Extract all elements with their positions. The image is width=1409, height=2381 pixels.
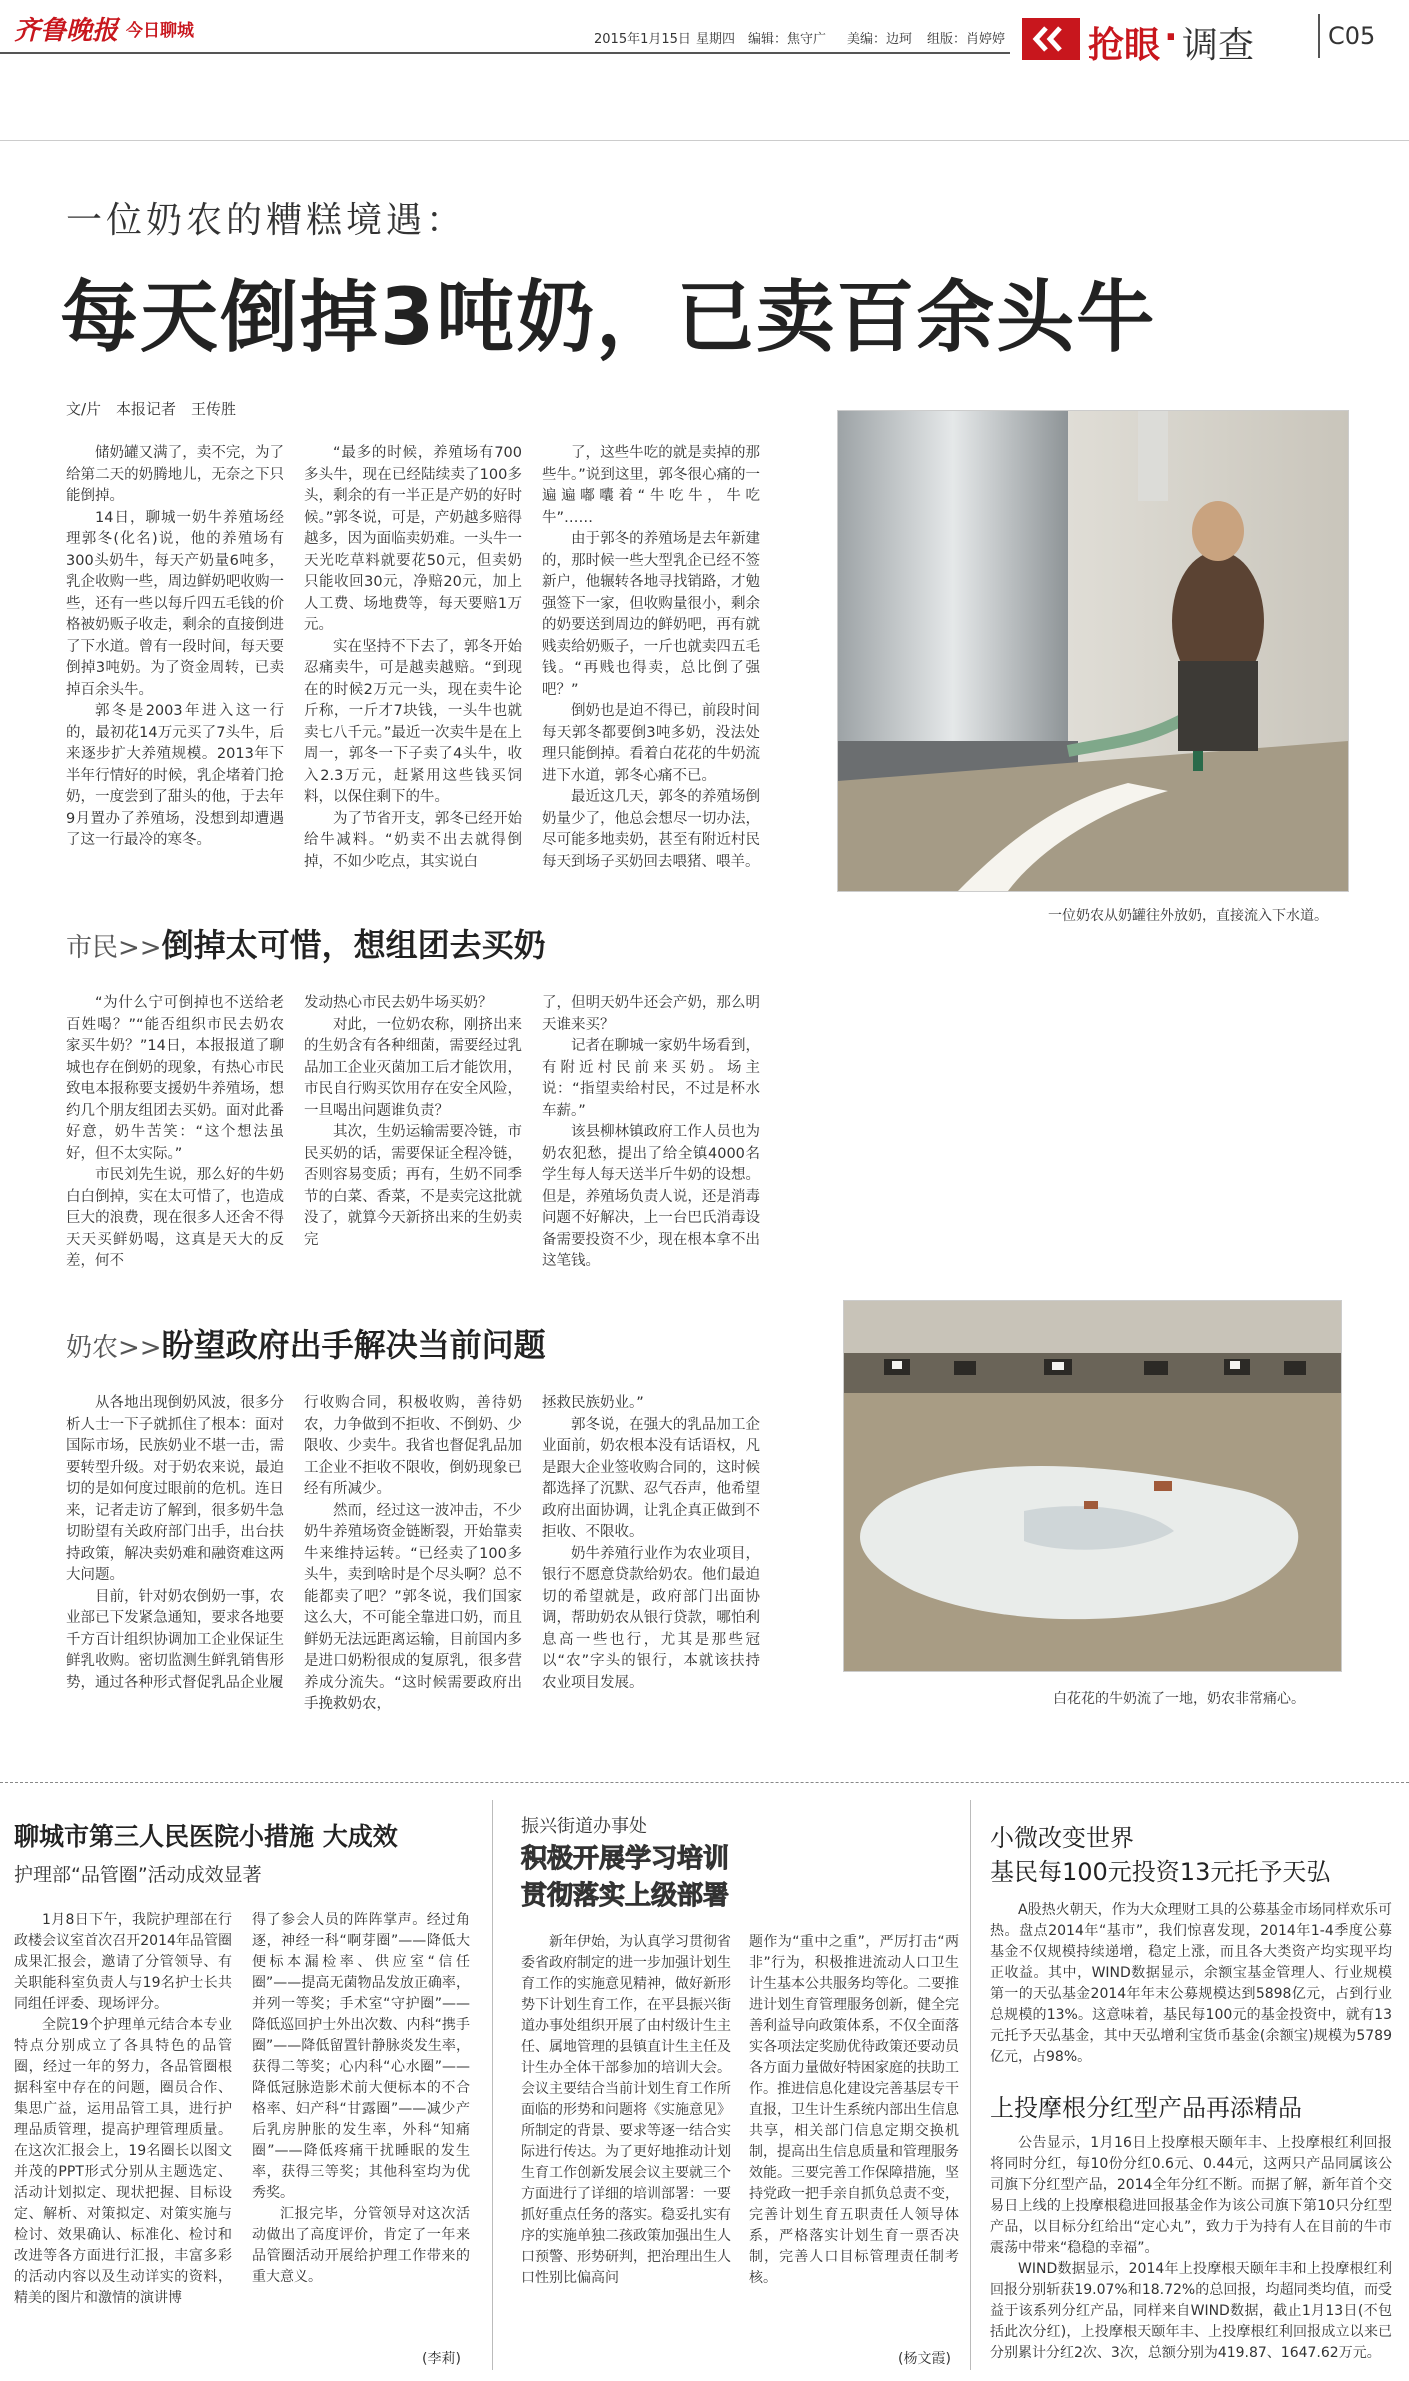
masthead-rule bbox=[0, 52, 1010, 54]
photo-milk-tank bbox=[837, 410, 1349, 892]
paragraph: 然而，经过这一波冲击，不少奶牛养殖场资金链断裂，开始靠卖牛来维持运转。“已经卖了100多头牛，卖到啥时是个尽头啊？总不能都卖了吧？”郭冬说，我们国家这么大，不可能全靠进口奶，而且鲜奶无法远距离运输，目前国内多是进口奶粉很成的复原乳，很多营养成分流失。“这时候需要政府出手挽救奶农， bbox=[304, 1502, 522, 1712]
proofreader-credit: 组版：肖婷婷 bbox=[927, 32, 1006, 47]
lead-kicker: 一位奶农的糟糕境遇： bbox=[66, 200, 467, 241]
paragraph: 全院19个护理单元结合本专业特点分别成立了各具特色的品管圈，经过一年的努力，各品管圈根据科室中存在的问题，圈员合作、集思广益，运用品管工具，进行护理品质管理，提高护理管理质量。在这次汇报会上，19名圈长以图文并茂的PPT形式分别从主题选定、活动计划拟定、现状把握、目标设定、解析、对策拟定、对策实施与检讨、效果确认、标准化、检讨和改进等各方面进行汇报，丰富多彩的活动内容以及生动详实的资料，精美的图片和激情的演讲博 bbox=[14, 2017, 232, 2306]
bonus-body bbox=[990, 2133, 1392, 2364]
paragraph: A股热火朝天，作为大众理财工具的公募基金市场同样欢乐可热。盘点2014年“基市”，我们惊喜发现，2014年1-4季度公募基金不仅规模持续递增，稳定上涨，而且各大类资产均实现平均正收益。其中，WIND数据显示，余额宝基金管理人、行业规模第一的天弘基金2014年年末公募规模达到5898亿元，占到行业总规模的13%。这意味着，基民每100元的基金投资中，就有13元托予天弘基金，其中天弘增利宝货币基金(余额宝)规模为5789亿元，占98%。 bbox=[990, 1902, 1392, 2065]
paragraph: 从各地出现倒奶风波，很多分析人士一下子就抓住了根本：面对国际市场，民族奶业不堪一击，需要转型升级。对于奶农来说，最迫切的是如何度过眼前的危机。连日来，记者走访了解到，很多奶牛急切盼望有关政府部门出手，出台扶持政策，解决卖奶难和融资难这两大问题。 bbox=[66, 1395, 284, 1583]
designer-credit: 美编：边珂 bbox=[847, 32, 913, 47]
paragraph: 发动热心市民去奶牛场买奶？ bbox=[304, 995, 493, 1011]
citizens-col-1 bbox=[66, 993, 284, 1273]
section-chevron-icon bbox=[1022, 18, 1080, 60]
paragraph: 该县柳林镇政府工作人员也为奶农犯愁，提出了给全镇4000名学生每人每天送半斤牛奶的设想。但是，养殖场负责人说，还是消毒问题不好解决，上一台巴氏消毒设备需要投资不少，现在根本拿不出这笔钱。 bbox=[542, 1124, 760, 1269]
issue-weekday: 星期四 bbox=[696, 32, 736, 47]
paragraph: 最近这几天，郭冬的养殖场倒奶量少了，他总会想尽一切办法，尽可能多地卖奶，甚至有附近村民每天到场子买奶回去喂猪、喂羊。 bbox=[542, 789, 760, 870]
paragraph: 其次，生奶运输需要冷链，市民买奶的话，需要保证全程冷链，否则容易变质；再有，生奶不同季节的白菜、香菜，不是卖完这批就没了，就算今天新挤出来的生奶卖完 bbox=[304, 1124, 522, 1248]
section-citizens-tag: 市民>> bbox=[66, 933, 162, 963]
paragraph: 行收购合同，积极收购，善待奶农，力争做到不拒收、不倒奶、少限收、少卖牛。我省也督促乳品加工企业不拒收不限收，倒奶现象已经有所减少。 bbox=[304, 1395, 522, 1497]
paragraph: 倒奶也是迫不得已，前段时间每天郭冬都要倒3吨多奶，没法处理只能倒掉。看着白花花的牛奶流进下水道，郭冬心痛不已。 bbox=[542, 703, 760, 784]
fund-body bbox=[990, 1900, 1392, 2068]
photo-spilled-milk bbox=[843, 1300, 1342, 1672]
paper-name: 齐鲁晚报 bbox=[14, 16, 119, 46]
paragraph: 奶牛养殖行业作为农业项目，银行不愿意贷款给奶农。他们最迫切的希望就是，政府部门出面协调，帮助奶农从银行贷款，哪怕利息高一些也行，尤其是那些冠以“农”字头的银行，本就该扶持农业项目发展。 bbox=[542, 1545, 760, 1691]
paragraph: 了，这些牛吃的就是卖掉的那些牛。”说到这里，郭冬很心痛的一遍遍嘟囔着“牛吃牛，牛吃牛”…… bbox=[542, 445, 760, 526]
paragraph: 市民刘先生说，那么好的牛奶白白倒掉，实在太可惜了，也造成巨大的浪费，现在很多人还舍不得天天买鲜奶喝，这真是天大的反差，何不 bbox=[66, 1167, 284, 1269]
column-divider-1 bbox=[492, 1800, 493, 2370]
street-headline-1: 积极开展学习培训 bbox=[521, 1844, 730, 1874]
hospital-subhead: 护理部“品管圈”活动成效显著 bbox=[14, 1864, 262, 1886]
section-farmers-title: 盼望政府出手解决当前问题 bbox=[161, 1326, 546, 1364]
street-col-2 bbox=[749, 1932, 959, 2289]
fund-headline-2: 基民每100元投资13元托予天弘 bbox=[990, 1858, 1331, 1886]
paragraph: 题作为“重中之重”，严厉打击“两非”行为，积极推进流动人口卫生计生基本公共服务均等化。二要推进计划生育管理服务创新，健全完善利益导向政策体系，不仅全面落实各项法定奖励优待政策还要动员各方面力量做好特困家庭的扶助工作。推进信息化建设完善基层专干直报，卫生计生系统内部出生信息共享，相关部门信息定期交换机制，提高出生信息质量和管理服务效能。三要完善工作保障措施，坚持党政一把手亲自抓负总责不变，完善计划生育五职责任人领导体系，严格落实计划生育一票否决制，完善人口目标管理责任制考核。 bbox=[749, 1934, 959, 2286]
paragraph: 目前，针对奶农倒奶一事，农业部已下发紧急通知，要求各地要千方百计组织协调加工企业保证生鲜乳收购。密切监测生鲜乳销售形势，通过各种形式督促乳品企业履 bbox=[66, 1588, 284, 1691]
hospital-col-2 bbox=[252, 1910, 470, 2288]
paragraph: 汇报完毕，分管领导对这次活动做出了高度评价，肯定了一年来品管圈活动开展给护理工作带来的重大意义。 bbox=[252, 2206, 470, 2285]
milk-tank-image bbox=[838, 411, 1348, 891]
paragraph: 得了参会人员的阵阵掌声。经过角逐，神经一科“啊芽圈”——降低大便标本漏检率、供应室“信任圈”——提高无菌物品发放正确率，并列一等奖；手术室“守护圈”——降低巡回护士外出次数、内科“携手圈”——降低留置针静脉炎发生率，获得二等奖；心内科“心水圈”——降低冠脉造影术前大便标本的不合格率、妇产科“甘露圈”——减少产后乳房肿胀的发生率，外科“知痛圈”——降低疼痛干扰睡眠的发生率，获得三等奖；其他科室均为优秀奖。 bbox=[252, 1912, 470, 2201]
section-logo-box bbox=[1022, 18, 1080, 60]
photo-caption-2: 白花花的牛奶流了一地，奶农非常痛心。 bbox=[1053, 1691, 1305, 1707]
section-farmers-tag: 奶农>> bbox=[66, 1333, 162, 1363]
lead-col-1 bbox=[66, 443, 284, 852]
page-no-divider bbox=[1318, 14, 1320, 58]
farmers-col-3 bbox=[542, 1393, 760, 1694]
street-headline-2: 贯彻落实上级部署 bbox=[521, 1881, 730, 1911]
section-citizens-heading bbox=[66, 920, 546, 966]
paragraph: 为了节省开支，郭冬已经开始给牛减料。“奶卖不出去就得倒掉，不如少吃点，其实说白 bbox=[304, 810, 522, 870]
paragraph: 1月8日下午，我院护理部在行政楼会议室首次召开2014年品管圈成果汇报会，邀请了分管领导、有关职能科室负责人与19名护士长共同组任评委、现场评分。 bbox=[14, 1912, 232, 2012]
paragraph: 储奶罐又满了，卖不完，为了给第二天的奶腾地儿，无奈之下只能倒掉。 bbox=[66, 445, 284, 504]
lead-headline: 每天倒掉3吨奶，已卖百余头牛 bbox=[60, 273, 1157, 363]
section-mark: 抢眼 bbox=[1088, 25, 1161, 66]
paragraph: 郭冬说，在强大的乳品加工企业面前，奶农根本没有话语权，凡是跟大企业签收购合同的，这时候都选择了沉默、忍气吞声，他希望政府出面协调，让乳企真正做到不拒收、不限收。 bbox=[542, 1416, 760, 1540]
hospital-headline: 聊城市第三人民医院小措施 大成效 bbox=[14, 1822, 398, 1851]
street-col-1 bbox=[521, 1932, 731, 2289]
paragraph: 拯救民族奶业。” bbox=[542, 1395, 644, 1411]
lead-col-3 bbox=[542, 443, 760, 873]
paragraph: “为什么宁可倒掉也不送给老百姓喝？”“能否组织市民去奶农家买牛奶？”14日，本报报道了聊城也存在倒奶的现象，有热心市民致电本报称要支援奶牛养殖场，想约几个朋友组团去买奶。面对此番好意，奶牛苦笑：“这个想法虽好，但不太实际。” bbox=[66, 995, 284, 1162]
bottom-section-divider bbox=[0, 1782, 1409, 1783]
citizens-col-3 bbox=[542, 993, 760, 1273]
hospital-col-1 bbox=[14, 1910, 232, 2309]
paragraph: WIND数据显示，2014年上投摩根天颐年丰和上投摩根红利回报分别斩获19.07%和18.72%的总回报，均超同类均值，而受益于该系列分红产品，同样来自WIND数据，截止1月13日(不包括此次分红)，上投摩根天颐年丰、上投摩根红利回报成立以来已分别累计分红2次、3次，总额分别为419.87、1647.62万元。 bbox=[990, 2261, 1392, 2361]
issue-date: 2015年1月15日 bbox=[594, 32, 691, 47]
paragraph: 记者在聊城一家奶牛场看到，有附近村民前来买奶。场主说：“指望卖给村民，不过是杯水车薪。” bbox=[542, 1038, 760, 1119]
section-farmers-heading bbox=[66, 1320, 546, 1366]
section-name: 调查 bbox=[1182, 25, 1255, 66]
paragraph: 实在坚持不下去了，郭冬开始忍痛卖牛，可是越卖越赔。“到现在的时候2万元一头，现在卖牛论斤称，一斤才7块钱，一头牛也就卖七八千元。”最近一次卖牛是在上周一，郭冬一下子卖了4头牛，收入2.3万元，赶紧用这些钱买饲料，以保住剩下的牛。 bbox=[304, 638, 522, 805]
lead-col-2 bbox=[304, 443, 522, 873]
editor-credit: 编辑：焦守广 bbox=[748, 32, 827, 47]
citizens-col-2 bbox=[304, 993, 522, 1251]
paragraph: 了，但明天奶牛还会产奶，那么明天谁来买？ bbox=[542, 995, 760, 1033]
column-divider-2 bbox=[970, 1800, 971, 2370]
street-signature: (杨文霞) bbox=[898, 2351, 951, 2367]
bonus-headline: 上投摩根分红型产品再添精品 bbox=[990, 2094, 1302, 2122]
paragraph: 郭冬是2003年进入这一行的，最初花14万元买了7头牛，后来逐步扩大养殖规模。2013年下半年行情好的时候，乳企堵着门抢奶，一度尝到了甜头的他，于去年9月置办了养殖场，没想到却遭遇了这一行最冷的寒冬。 bbox=[66, 703, 284, 848]
farmers-col-1 bbox=[66, 1393, 284, 1694]
fund-headline-1: 小微改变世界 bbox=[990, 1824, 1134, 1852]
masthead-bottom-rule bbox=[0, 140, 1409, 141]
paragraph: 对此，一位奶农称，刚挤出来的生奶含有各种细菌，需要经过乳品加工企业灭菌加工后才能饮用，市民自行购买饮用存在安全风险，一旦喝出问题谁负责？ bbox=[304, 1016, 522, 1119]
section-citizens-title: 倒掉太可惜，想组团去买奶 bbox=[161, 926, 546, 964]
photo-caption-1: 一位奶农从奶罐往外放奶，直接流入下水道。 bbox=[1048, 908, 1328, 924]
street-kicker: 振兴街道办事处 bbox=[521, 1816, 647, 1837]
paragraph: 公告显示，1月16日上投摩根天颐年丰、上投摩根红利回报将同时分红，每10份分红0.6元、0.44元，这两只产品同属该公司旗下分红型产品，2014全年分红不断。而据了解，新年首个交易日上线的上投摩根稳进回报基金作为该公司旗下第10只分红型产品，以目标分红给出“定心丸”，致力于为持有人在目前的牛市震荡中带来“稳稳的幸福”。 bbox=[990, 2135, 1392, 2256]
spilled-milk-image bbox=[844, 1301, 1341, 1671]
paragraph: 14日，聊城一奶牛养殖场经理郭冬(化名)说，他的养殖场有300头奶牛，每天产奶量6吨多，乳企收购一些，周边鲜奶吧收购一些，还有一些以每斤四五毛钱的价格被奶贩子收走，剩余的直接倒进了下水道。曾有一段时间，每天要倒掉3吨奶。为了资金周转，已卖掉百余头牛。 bbox=[66, 509, 284, 698]
edition-name: 今日聊城 bbox=[126, 21, 194, 41]
lead-byline: 文/片 本报记者 王传胜 bbox=[66, 400, 237, 418]
paragraph: “最多的时候，养殖场有700多头牛，现在已经陆续卖了100多头，剩余的有一半正是产奶的好时候。”郭冬说，可是，产奶越多赔得越多，因为面临卖奶难。一头牛一天光吃草料就要花50元，但卖奶只能收回30元，净赔20元，加上人工费、场地费等，每天要赔1万元。 bbox=[304, 445, 522, 633]
paragraph: 由于郭冬的养殖场是去年新建的，那时候一些大型乳企已经不签新户，他辗转各地寻找销路，才勉强签下一家，但收购量很小，剩余的奶要送到周边的鲜奶吧，再有就贱卖给奶贩子，一斤也就卖四五毛钱。“再贱也得卖，总比倒了强吧？” bbox=[542, 531, 760, 698]
hospital-signature: (李莉) bbox=[422, 2351, 461, 2367]
section-dot: · bbox=[1164, 17, 1178, 58]
paragraph: 新年伊始，为认真学习贯彻省委省政府制定的进一步加强计划生育工作的实施意见精神，做好新形势下计划生育工作，在平县振兴街道办事处组织开展了由村级计生主任、属地管理的县镇直计生主任及计生办全体干部参加的培训大会。会议主要结合当前计划生育工作所面临的形势和问题将《实施意见》所制定的背景、要求等逐一结合实际进行传达。为了更好地推动计划生育工作创新发展会议主要就三个方面进行了详细的培训部署：一要抓好重点任务的落实。稳妥扎实有序的实施单独二孩政策加强出生人口预警、形势研判，把治理出生人口性别比偏高问 bbox=[521, 1934, 731, 2286]
farmers-col-2 bbox=[304, 1393, 522, 1716]
masthead bbox=[0, 0, 1409, 70]
page-number: C05 bbox=[1328, 22, 1376, 50]
